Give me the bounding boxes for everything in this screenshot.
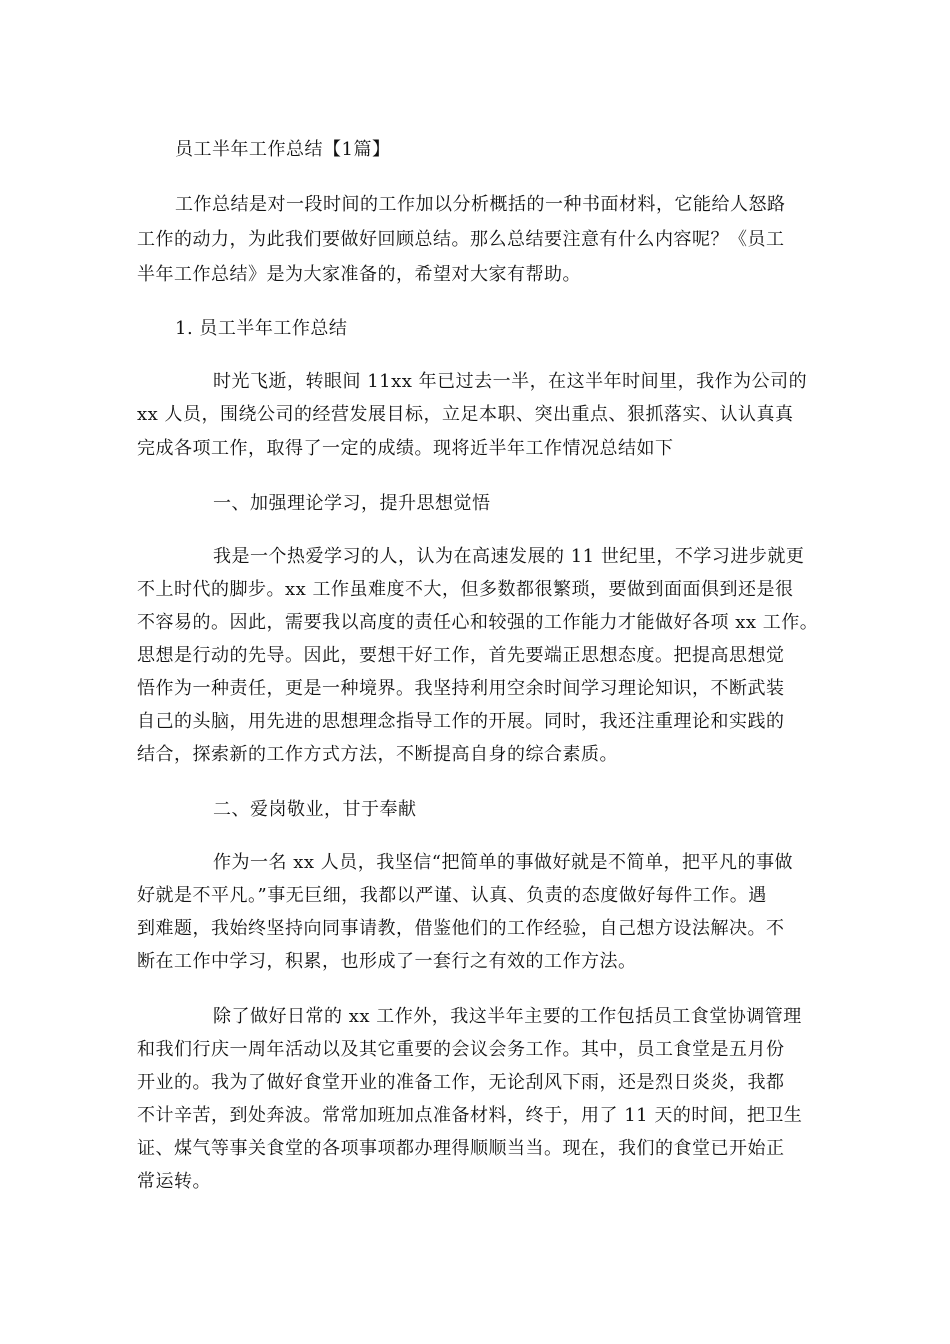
paragraph-line: 常运转。: [137, 1171, 211, 1192]
paragraph-line: 好就是不平凡。”事无巨细，我都以严谨、认真、负责的态度做好每件工作。遇: [137, 885, 767, 906]
paragraph-line: xx 人员，围绕公司的经营发展目标，立足本职、突出重点、狠抓落实、认认真真: [137, 404, 794, 425]
subheading: 一、加强理论学习，提升思想觉悟: [213, 493, 491, 514]
intro-line: 半年工作总结》是为大家准备的，希望对大家有帮助。: [137, 264, 581, 285]
paragraph-line: 完成各项工作，取得了一定的成绩。现将近半年工作情况总结如下: [137, 438, 674, 459]
paragraph-line: 断在工作中学习，积累，也形成了一套行之有效的工作方法。: [137, 951, 637, 972]
paragraph-line: 结合，探索新的工作方式方法，不断提高自身的综合素质。: [137, 744, 618, 765]
subheading: 二、爱岗敬业，甘于奉献: [213, 799, 417, 820]
paragraph-line: 开业的。我为了做好食堂开业的准备工作，无论刮风下雨，还是烈日炎炎，我都: [137, 1072, 785, 1093]
paragraph-line: 到难题，我始终坚持向同事请教，借鉴他们的工作经验，自己想方设法解决。不: [137, 918, 785, 939]
paragraph-line: 悟作为一种责任，更是一种境界。我坚持利用空余时间学习理论知识，不断武装: [137, 678, 785, 699]
section-heading: 1. 员工半年工作总结: [175, 318, 348, 339]
paragraph-line: 自己的头脑，用先进的思想理念指导工作的开展。同时，我还注重理论和实践的: [137, 711, 785, 732]
paragraph-line: 不计辛苦，到处奔波。常常加班加点准备材料，终于，用了 11 天的时间，把卫生: [137, 1105, 803, 1126]
paragraph-line: 不上时代的脚步。xx 工作虽难度不大，但多数都很繁琐，要做到面面俱到还是很: [137, 579, 794, 600]
paragraph-line: 作为一名 xx 人员，我坚信“把简单的事做好就是不简单，把平凡的事做: [213, 852, 793, 873]
paragraph-line: 我是一个热爱学习的人，认为在高速发展的 11 世纪里，不学习进步就更: [213, 546, 805, 567]
intro-line: 工作总结是对一段时间的工作加以分析概括的一种书面材料，它能给人怒路: [175, 194, 786, 215]
intro-line: 工作的动力，为此我们要做好回顾总结。那么总结要注意有什么内容呢？《员工: [137, 229, 785, 250]
document-title: 员工半年工作总结【1篇】: [175, 139, 391, 160]
paragraph-line: 不容易的。因此，需要我以高度的责任心和较强的工作能力才能做好各项 xx 工作。: [137, 612, 819, 633]
paragraph-line: 除了做好日常的 xx 工作外，我这半年主要的工作包括员工食堂协调管理: [213, 1006, 802, 1027]
paragraph-line: 思想是行动的先导。因此，要想干好工作，首先要端正思想态度。把提高思想觉: [137, 645, 785, 666]
paragraph-line: 证、煤气等事关食堂的各项事项都办理得顺顺当当。现在，我们的食堂已开始正: [137, 1138, 785, 1159]
paragraph-line: 和我们行庆一周年活动以及其它重要的会议会务工作。其中，员工食堂是五月份: [137, 1039, 785, 1060]
paragraph-line: 时光飞逝，转眼间 11xx 年已过去一半，在这半年时间里，我作为公司的: [213, 371, 808, 392]
